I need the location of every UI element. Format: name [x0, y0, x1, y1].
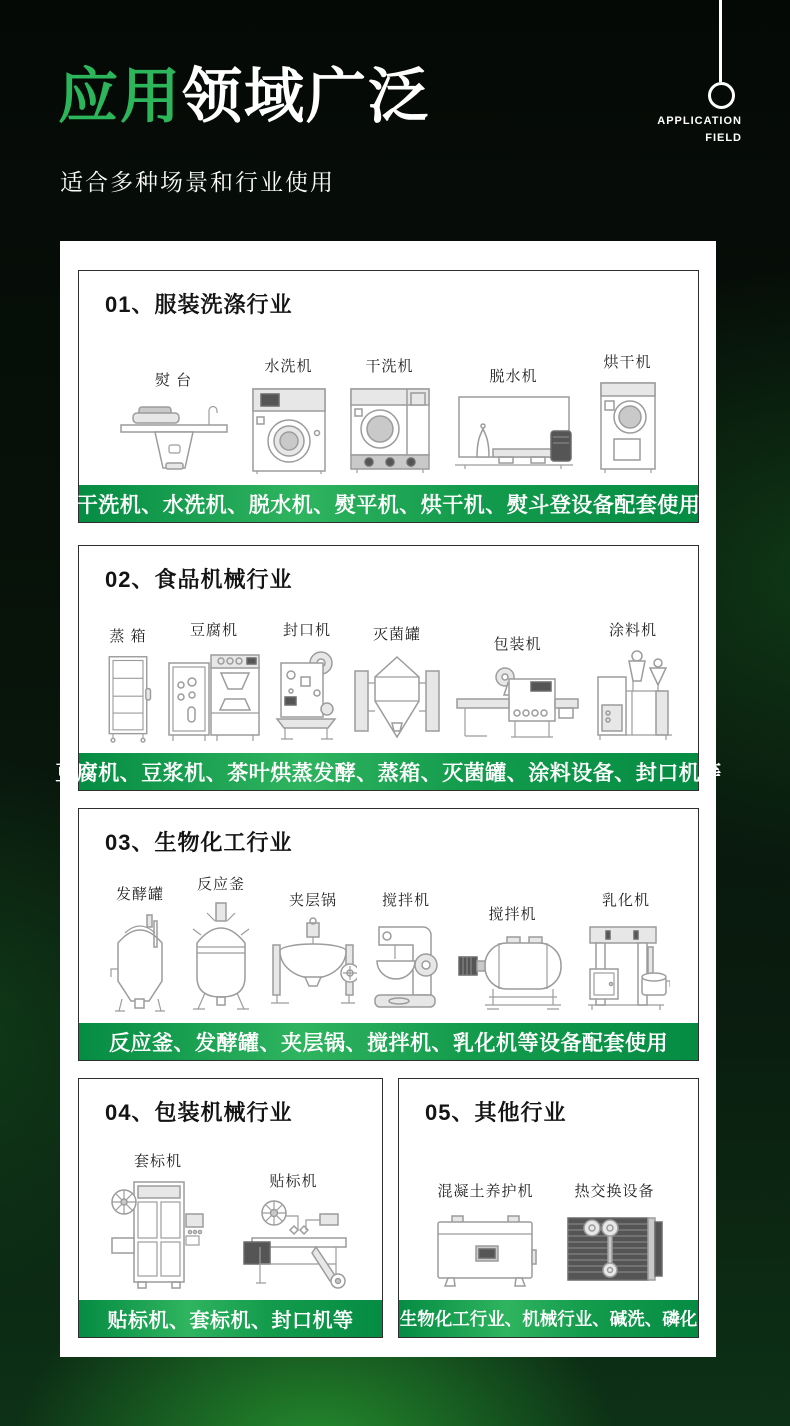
- section-banner: 反应釜、发酵罐、夹层锅、搅拌机、乳化机等设备配套使用: [79, 1023, 698, 1060]
- machine-coating-machine: [592, 619, 674, 743]
- tofu-machine-icon: [165, 647, 263, 743]
- page-title-rest: 领域广泛: [182, 63, 430, 130]
- coating-machine-icon: [592, 647, 674, 743]
- machine-tofu-machine: [165, 619, 263, 743]
- section-title: 03、生物化工行业: [105, 830, 293, 855]
- page-title-highlight: 应用: [58, 63, 182, 130]
- dry-cleaning-machine-icon: [349, 383, 431, 475]
- machine-dry-cleaner: [349, 355, 431, 475]
- page-subtitle: 适合多种场景和行业使用: [60, 169, 335, 195]
- machine-label: 反应釜: [196, 876, 245, 893]
- sealing-machine-icon: [275, 647, 339, 743]
- reaction-kettle-icon: [185, 901, 257, 1013]
- section-banner: 贴标机、套标机、封口机等: [79, 1300, 382, 1337]
- machine-label: 包装机: [493, 636, 542, 653]
- drying-machine-icon: [597, 379, 659, 475]
- machine-label: 搅拌机: [381, 892, 430, 909]
- machines-row: [79, 1127, 382, 1300]
- bottom-cards-row: [78, 1078, 699, 1338]
- machine-concrete-curing: [432, 1180, 540, 1290]
- machine-stand-mixer: [369, 889, 443, 1013]
- section-title: 01、服装洗涤行业: [105, 292, 293, 317]
- concrete-curing-machine-icon: [432, 1208, 540, 1290]
- machine-dehydrator: [453, 365, 575, 475]
- machine-label: 脱水机: [489, 368, 538, 385]
- machine-label: 贴标机: [269, 1173, 318, 1190]
- machine-ironing-table: [119, 369, 229, 475]
- jacketed-kettle-icon: [269, 917, 357, 1013]
- decor-circle-icon: [708, 82, 735, 109]
- machine-label: 灭菌罐: [372, 626, 421, 643]
- machine-label: 烘干机: [603, 354, 652, 371]
- machine-heat-exchanger: [564, 1180, 666, 1290]
- machine-label: 豆腐机: [189, 622, 238, 639]
- machine-label: 封口机: [282, 622, 331, 639]
- machine-washer: [251, 355, 327, 475]
- machine-label: 涂料机: [608, 622, 657, 639]
- machine-steam-cabinet: [103, 625, 153, 743]
- section-card-clothing-washing: [78, 270, 699, 523]
- machine-sealing-machine: [275, 619, 339, 743]
- machine-fermentation-tank: [107, 883, 173, 1013]
- machine-packing-machine: [455, 633, 580, 743]
- machines-row: [399, 1127, 698, 1300]
- machines-row: [79, 857, 698, 1023]
- machine-label: 乳化机: [601, 892, 650, 909]
- machine-label: 水洗机: [264, 358, 313, 375]
- machine-label: 混凝土养护机: [437, 1183, 534, 1200]
- heat-exchanger-icon: [564, 1208, 666, 1290]
- section-banner: 干洗机、水洗机、脱水机、熨平机、烘干机、熨斗登设备配套使用: [79, 485, 698, 522]
- machine-label: 热交换设备: [574, 1183, 655, 1200]
- stand-mixer-icon: [369, 917, 443, 1013]
- machine-dryer: [597, 351, 659, 475]
- corner-label-line2: FIELD: [705, 132, 742, 144]
- machine-emulsifier: [582, 889, 670, 1013]
- ironing-table-icon: [119, 397, 229, 475]
- machine-sleeve-labeler: [110, 1150, 206, 1290]
- section-card-packaging-machinery: [78, 1078, 383, 1338]
- machine-label: 搅拌机: [488, 906, 537, 923]
- emulsifier-icon: [582, 917, 670, 1013]
- machine-label: 熨 台: [154, 372, 193, 389]
- section-banner: 生物化工行业、机械行业、碱洗、磷化: [399, 1300, 698, 1337]
- section-banner: 豆腐机、豆浆机、茶叶烘蒸发酵、蒸箱、灭菌罐、涂料设备、封口机等: [79, 753, 698, 790]
- steam-cabinet-icon: [103, 653, 153, 743]
- content-panel: [55, 241, 722, 1357]
- section-card-other-industries: [398, 1078, 699, 1338]
- section-title: 04、包装机械行业: [105, 1100, 293, 1125]
- section-card-food-machinery: [55, 545, 722, 791]
- washing-machine-icon: [251, 383, 327, 475]
- sleeve-labeling-machine-icon: [110, 1178, 206, 1290]
- machine-label: 发酵罐: [115, 886, 164, 903]
- machine-label: 夹层锅: [288, 892, 337, 909]
- machine-label: 蒸 箱: [109, 628, 147, 645]
- decor-vertical-line: [719, 0, 722, 82]
- section-title: 05、其他行业: [425, 1100, 567, 1125]
- dehydrator-icon: [453, 393, 575, 475]
- machine-jacketed-kettle: [269, 889, 357, 1013]
- machine-labeler: [236, 1170, 351, 1290]
- fermentation-tank-icon: [107, 911, 173, 1013]
- machines-row: [79, 594, 698, 753]
- section-card-biochemical: [78, 808, 699, 1061]
- machine-drum-mixer: [455, 903, 570, 1013]
- packing-machine-icon: [455, 661, 580, 743]
- corner-label: [657, 113, 742, 147]
- machine-label: 套标机: [133, 1153, 182, 1170]
- page-title: [58, 64, 430, 130]
- machines-row: [79, 319, 698, 485]
- machine-sterilization-tank: [351, 623, 443, 743]
- section-title: 02、食品机械行业: [105, 567, 293, 592]
- corner-label-line1: APPLICATION: [657, 115, 742, 127]
- drum-mixer-icon: [455, 931, 570, 1013]
- machine-label: 干洗机: [365, 358, 414, 375]
- labeling-machine-icon: [236, 1198, 351, 1290]
- sterilization-tank-icon: [351, 651, 443, 743]
- machine-reaction-kettle: [185, 873, 257, 1013]
